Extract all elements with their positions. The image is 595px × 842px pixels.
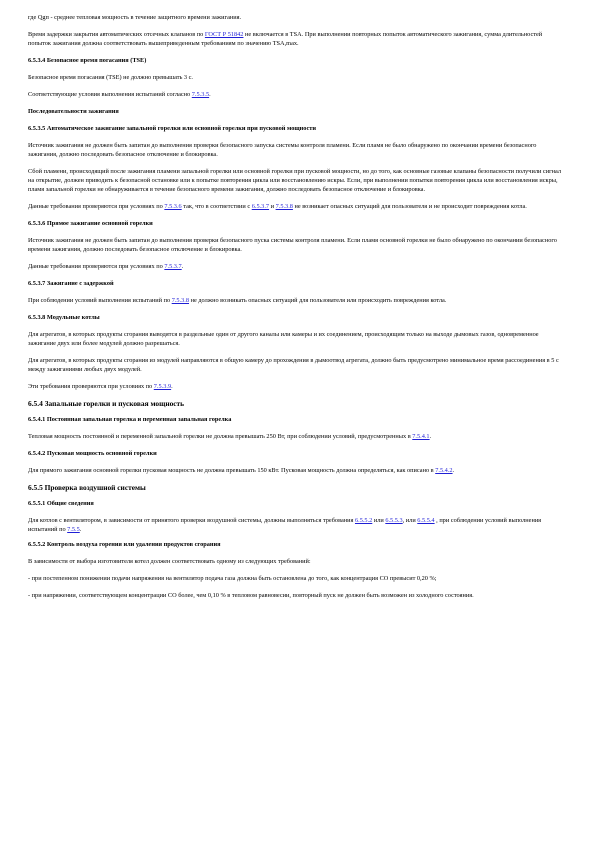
heading-6541: 6.5.4.1 Постоянная запальная горелка и переменная запальная горелка (28, 416, 232, 423)
link-7536[interactable]: 7.5.3.6 (164, 203, 182, 210)
link-7538[interactable]: 7.5.3.8 (275, 203, 293, 210)
heading-ignition-sequences: Последовательности зажигания (28, 108, 119, 115)
link-6553[interactable]: 6.5.5.3 (385, 517, 403, 524)
heading-6537: 6.5.3.7 Зажигание с задержкой (28, 280, 114, 287)
paragraph-fan-boilers: Для котлов с вентилятором, в зависимости от принятого проверки воздушной системы, должны выполняться требования 6.5.5.2 или 6.5.5.3, или 6.5.5.4 , при соблюдении условий выполнения испытаний по 7.5.5. (28, 517, 542, 533)
heading-654: 6.5.4 Запальные горелки и пусковая мощность (28, 399, 185, 408)
paragraph-modular-2: Для агрегатов, в которых продукты сгорания из модулей направляются в общую камеру до прохождения в дымоотвод агрегата, должно быть предусмотрено минимальное время рассоединения в 5 с между зажиганиями любых двух модулей. (28, 357, 559, 373)
paragraph-pilot-power: Тепловая мощность постоянной и переменной запальной горелки не должна превышать 250 Вт, при соблюдении условий, предусмотренных в 7.5.4.1. (28, 433, 432, 440)
link-7537[interactable]: 7.5.3.7 (164, 263, 182, 270)
heading-6552: 6.5.5.2 Контроль воздуха горения или удаления продуктов сгорания (28, 541, 221, 548)
paragraph-delay-time: Время задержки закрытия автоматических отсечных клапанов по ГОСТ Р 51842 не включается в TSA. При выполнении повторных попыток автоматического зажигания, сумма длительностей попыток зажигания должна соответствовать вышеприведенным требованиям по значению TSA,max. (28, 31, 543, 47)
paragraph-choice: В зависимости от выбора изготовителя котел должен соответствовать одному из следующих требований: (28, 558, 311, 565)
paragraph-ignition-source: Источник зажигания не должен быть запитан до выполнения проверки безопасного запуска системы контроля пламени. Если пламя не было обнаружено по окончании времени безопасного зажигания, должно последовать безопасное отключение и блокировка. (28, 142, 537, 158)
paragraph-flame-failure: Сбой пламени, происходящий после зажигания пламени запальной горелки или основной горелки при пусковой мощности, но до того, как основные газовые клапаны безопасности получили сигнал на открытие, должен приводить к безопасной остановке или к попытке повторения цикла или восстановлению искры. Если, при выполнении попытки повторения цикла или восстановления искры, пламя запальной горелки не обнаруживается в течение безопасного времени зажигания, должно последовать безопасное отключение и блокировка. (28, 168, 562, 193)
heading-6536: 6.5.3.6 Прямое зажигание основной горелки (28, 220, 153, 227)
paragraph-requirements-check: Данные требования проверяются при условиях по 7.5.3.6 так, что в соответствии с 6.5.3.7 и 7.5.3.8 не возникает опасных ситуаций для пользователя и не происходит повреждения котла. (28, 203, 527, 210)
paragraph-tse: Безопасное время погасания (TSE) не должно превышать 3 с. (28, 74, 193, 81)
heading-655: 6.5.5 Проверка воздушной системы (28, 483, 146, 492)
link-6554[interactable]: 6.5.5.4 (417, 517, 435, 524)
paragraph-modular-1: Для агрегатов, в которых продукты сгорания выводятся в раздельные один от другого каналы или камеры и их соединением, происходящим только на выходе дымовых газов, одновременное зажигание двух или более модулей должно разрешаться. (28, 331, 539, 347)
paragraph-start-power: Для прямого зажигания основной горелки пусковая мощность не должна превышать 150 кВт. Пусковая мощность должна определяться, как описано в 7.5.4.2. (28, 467, 455, 474)
heading-6542: 6.5.4.2 Пусковая мощность основной горелки (28, 450, 157, 457)
heading-6538: 6.5.3.8 Модульные котлы (28, 314, 100, 321)
link-gost[interactable]: ГОСТ Р 51842 (204, 31, 244, 38)
heading-6535: 6.5.3.5 Автоматическое зажигание запальной горелки или основной горелки при пусковой мощности (28, 125, 316, 132)
paragraph-delayed-ignition: При соблюдении условий выполнения испытаний по 7.5.3.8 не должно возникать опасных ситуаций для пользователя или происходить повреждения котла. (28, 297, 447, 304)
heading-6551: 6.5.5.1 Общие сведения (28, 500, 94, 507)
link-7541[interactable]: 7.5.4.1 (412, 433, 430, 440)
link-7538-b[interactable]: 7.5.3.8 (171, 297, 190, 304)
link-7535[interactable]: 7.5.3.5 (191, 91, 210, 98)
link-6552[interactable]: 6.5.5.2 (354, 517, 373, 524)
paragraph-requirements-check-3: Эти требования проверяются при условиях по 7.5.3.9. (28, 383, 173, 390)
list-item-bullet-2: - при напряжении, соответствующем концентрации CO более, чем 0,10 % в тепловом равновесии, повторный пуск не должен быть возможен из холодного состояния. (28, 592, 474, 599)
paragraph-requirements-check-2: Данные требования проверяются при условиях по 7.5.3.7. (28, 263, 184, 270)
link-6537[interactable]: 6.5.3.7 (251, 203, 270, 210)
link-7539[interactable]: 7.5.3.9 (153, 383, 172, 390)
document-page (28, 13, 566, 600)
paragraph-test-conditions: Соответствующие условия выполнения испытаний согласно 7.5.3.5. (28, 91, 211, 98)
paragraph-qgp: где Qgп - среднее тепловая мощность в течение защитного времени зажигания. (28, 14, 242, 21)
link-755[interactable]: 7.5.5 (67, 526, 80, 533)
heading-6534: 6.5.3.4 Безопасное время погасания (TSE) (28, 57, 147, 64)
list-item-bullet-1: - при постепенном понижении подачи напряжения на вентилятор подача газа должна быть остановлена до того, как концентрация CO превысит 0,20 %; (28, 575, 437, 582)
paragraph-direct-ignition: Источник зажигания не должен быть запитан до выполнения проверки безопасного пуска системы контроля пламени. Если пламя основной горелки не было обнаружено по окончании безопасного времени зажигания, должно последовать безопасное отключение и блокировка. (28, 237, 557, 253)
link-7542[interactable]: 7.5.4.2 (435, 467, 453, 474)
